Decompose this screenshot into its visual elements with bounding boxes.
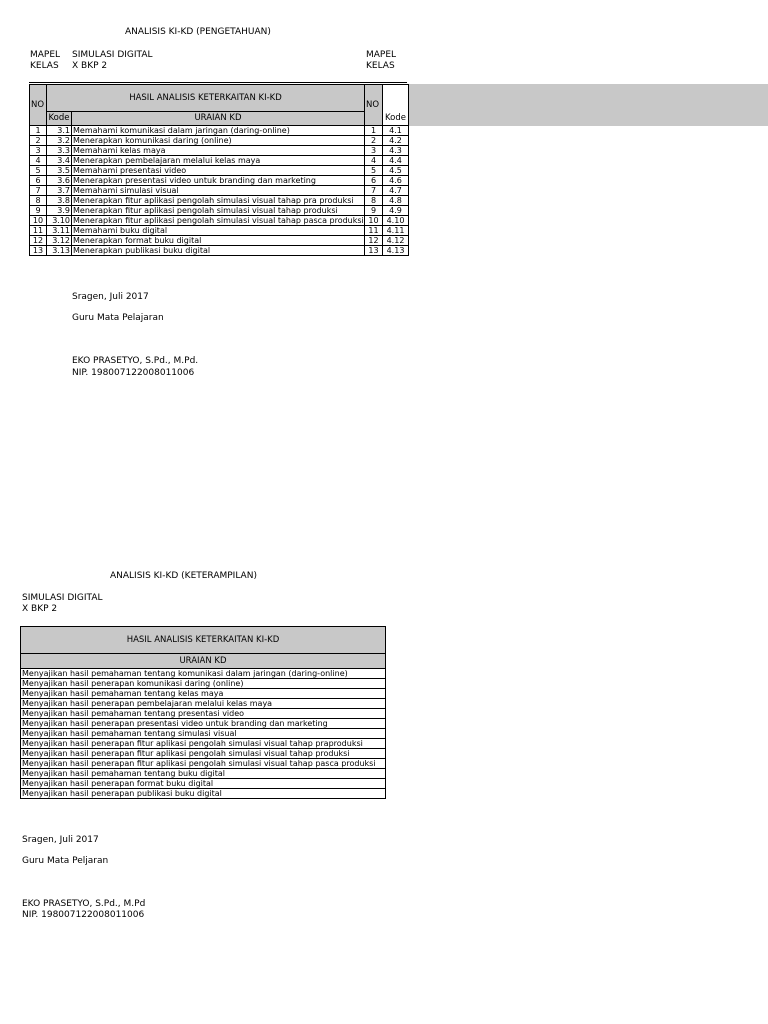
row-no: 6 [30,176,47,186]
row-no: 3 [30,146,47,156]
row-uraian: Menyajikan hasil pemahaman tentang kelas maya [21,689,386,699]
row-no-right: 11 [365,226,383,236]
keterampilan-table [20,626,386,799]
table-row [30,196,409,206]
row-no-right: 9 [365,206,383,216]
row-no-right: 6 [365,176,383,186]
table-row [30,246,409,256]
row-kode-right: 4.4 [383,156,409,166]
row-kode: 3.8 [47,196,72,206]
row-kode-right: 4.5 [383,166,409,176]
row-uraian: Menyajikan hasil penerapan publikasi buku digital [21,789,386,799]
row-no-right: 4 [365,156,383,166]
no-header: NO [30,85,47,126]
table-row [21,779,386,789]
row-kode: 3.9 [47,206,72,216]
row-no: 11 [30,226,47,236]
table-row [21,709,386,719]
teacher-role: Guru Mata Pelajaran [72,313,164,323]
table-row [30,236,409,246]
row-kode-right: 4.8 [383,196,409,206]
mapel-label: MAPEL [30,50,61,60]
row-no: 9 [30,206,47,216]
table-row [30,216,409,226]
table-row [21,699,386,709]
table-row [30,126,409,136]
row-no: 1 [30,126,47,136]
row-no-right: 7 [365,186,383,196]
table-row [21,769,386,779]
row-uraian: Memahami simulasi visual [72,186,365,196]
table-row [30,206,409,216]
row-uraian: Menerapkan presentasi video untuk branding dan marketing [72,176,365,186]
row-kode: 3.13 [47,246,72,256]
row-uraian: Menyajikan hasil penerapan pembelajaran melalui kelas maya [21,699,386,709]
row-no: 10 [30,216,47,226]
row-no: 12 [30,236,47,246]
table-row [30,166,409,176]
row-no-right: 13 [365,246,383,256]
row-kode: 3.1 [47,126,72,136]
row-no-right: 5 [365,166,383,176]
row-uraian: Menyajikan hasil penerapan fitur aplikasi pengolah simulasi visual tahap praproduksi [21,739,386,749]
kelas-label-right: KELAS [366,61,395,71]
row-uraian: Memahami komunikasi dalam jaringan (daring-online) [72,126,365,136]
row-kode: 3.6 [47,176,72,186]
table-row [21,719,386,729]
table-row [21,759,386,769]
row-kode: 3.3 [47,146,72,156]
row-kode-right: 4.10 [383,216,409,226]
place-date-2: Sragen, Juli 2017 [22,835,99,845]
row-no-right: 8 [365,196,383,206]
pengetahuan-table [29,84,409,256]
row-uraian: Menyajikan hasil penerapan format buku digital [21,779,386,789]
row-uraian: Menyajikan hasil pemahaman tentang komunikasi dalam jaringan (daring-online) [21,669,386,679]
row-kode: 3.7 [47,186,72,196]
uraian-header-2: URAIAN KD [21,654,386,669]
row-uraian: Menerapkan pembelajaran melalui kelas maya [72,156,365,166]
mapel-value: SIMULASI DIGITAL [72,50,153,60]
row-kode: 3.11 [47,226,72,236]
row-no: 13 [30,246,47,256]
row-kode-right: 4.3 [383,146,409,156]
uraian-header: URAIAN KD [72,112,365,126]
mapel-label-right: MAPEL [366,50,397,60]
row-uraian: Menerapkan komunikasi daring (online) [72,136,365,146]
table-row [30,186,409,196]
row-kode: 3.4 [47,156,72,166]
signer-name-2: EKO PRASETYO, S.Pd., M.Pd [22,899,146,909]
row-kode-right: 4.13 [383,246,409,256]
row-no: 7 [30,186,47,196]
teacher-role-2: Guru Mata Peljaran [22,856,109,866]
row-kode-right: 4.9 [383,206,409,216]
table-row [30,136,409,146]
row-kode-right: 4.1 [383,126,409,136]
kelas-value-2: X BKP 2 [22,604,58,614]
section2-title: ANALISIS KI-KD (KETERAMPILAN) [110,571,257,581]
row-kode-right: 4.11 [383,226,409,236]
row-kode-right: 4.7 [383,186,409,196]
row-kode: 3.5 [47,166,72,176]
header-divider [29,82,407,83]
mapel-value-2: SIMULASI DIGITAL [22,593,103,603]
row-no-right: 12 [365,236,383,246]
kode-header: Kode [47,112,72,126]
table-row [21,669,386,679]
row-uraian: Memahami presentasi video [72,166,365,176]
row-uraian: Menyajikan hasil penerapan presentasi video untuk branding dan marketing [21,719,386,729]
no-header-right: NO [365,85,383,126]
row-uraian: Menyajikan hasil pemahaman tentang presentasi video [21,709,386,719]
row-no-right: 1 [365,126,383,136]
row-kode-right: 4.6 [383,176,409,186]
row-kode-right: 4.2 [383,136,409,146]
row-no-right: 3 [365,146,383,156]
row-uraian: Menyajikan hasil pemahaman tentang simulasi visual [21,729,386,739]
table-row [21,789,386,799]
signer-name: EKO PRASETYO, S.Pd., M.Pd. [72,356,199,366]
table-row [21,749,386,759]
row-uraian: Menyajikan hasil penerapan fitur aplikasi pengolah simulasi visual tahap pasca produksi [21,759,386,769]
row-uraian: Menerapkan fitur aplikasi pengolah simulasi visual tahap produksi [72,206,365,216]
section1-title: ANALISIS KI-KD (PENGETAHUAN) [125,27,271,37]
table-row [21,729,386,739]
row-uraian: Menyajikan hasil pemahaman tentang buku digital [21,769,386,779]
row-uraian: Menerapkan format buku digital [72,236,365,246]
place-date: Sragen, Juli 2017 [72,292,149,302]
signer-nip-2: NIP. 198007122008011006 [22,910,145,920]
table-row [30,146,409,156]
row-uraian: Menyajikan hasil penerapan komunikasi daring (online) [21,679,386,689]
row-no-right: 2 [365,136,383,146]
row-no: 2 [30,136,47,146]
table-row [30,226,409,236]
row-kode-right: 4.12 [383,236,409,246]
row-kode: 3.2 [47,136,72,146]
table-row [30,176,409,186]
main-header: HASIL ANALISIS KETERKAITAN KI-KD [47,85,365,112]
blank-header-cell [383,85,409,112]
row-uraian: Menerapkan fitur aplikasi pengolah simulasi visual tahap pra produksi [72,196,365,206]
kelas-label: KELAS [30,61,59,71]
row-no: 5 [30,166,47,176]
gray-band [407,84,768,126]
main-header-2: HASIL ANALISIS KETERKAITAN KI-KD [21,627,386,654]
row-uraian: Memahami kelas maya [72,146,365,156]
row-uraian: Menerapkan fitur aplikasi pengolah simulasi visual tahap pasca produksi [73,216,364,225]
signer-nip: NIP. 198007122008011006 [72,368,195,378]
row-kode: 3.12 [47,236,72,246]
table-row [21,689,386,699]
table-row [21,739,386,749]
row-kode: 3.10 [47,216,72,226]
table-row [30,156,409,166]
kelas-value: X BKP 2 [72,61,108,71]
kode-header-right: Kode [383,112,409,126]
table-row [21,679,386,689]
row-uraian: Menerapkan publikasi buku digital [72,246,365,256]
row-uraian: Memahami buku digital [72,226,365,236]
row-uraian: Menyajikan hasil penerapan fitur aplikasi pengolah simulasi visual tahap produksi [21,749,386,759]
row-no: 8 [30,196,47,206]
row-no-right: 10 [365,216,383,226]
row-no: 4 [30,156,47,166]
